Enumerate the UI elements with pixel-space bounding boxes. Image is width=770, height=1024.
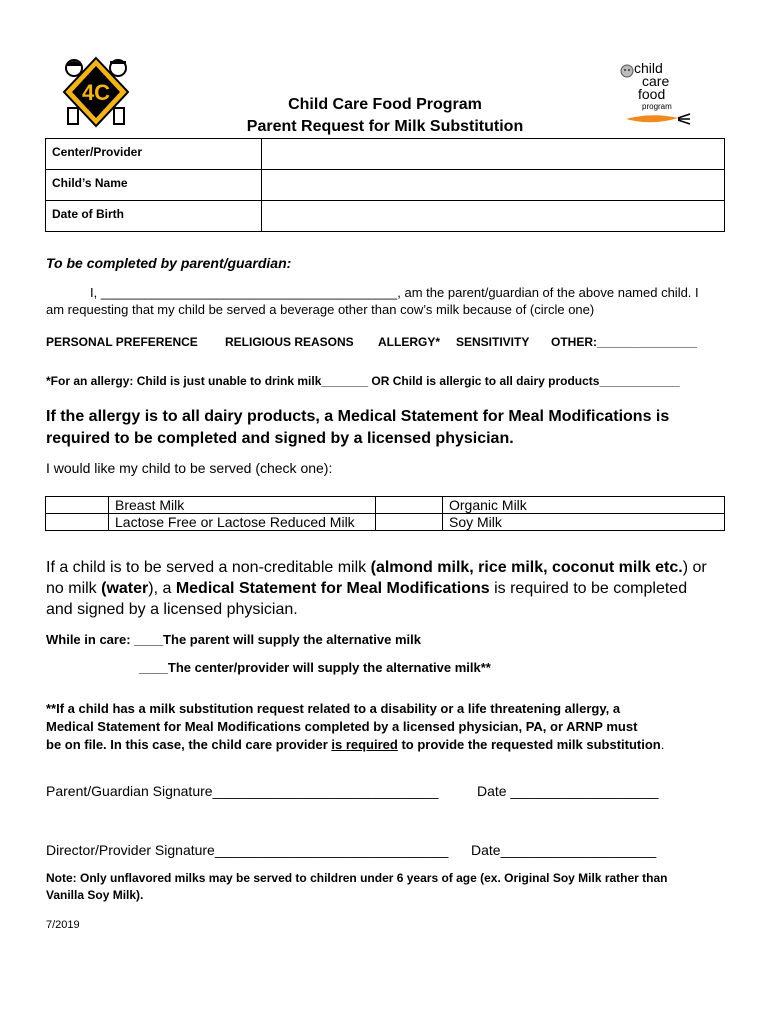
parent-name-blank[interactable]: _________________________________________ xyxy=(100,285,398,300)
director-signature-field[interactable]: Director/Provider Signature______________________________ xyxy=(46,842,449,858)
option-soy-milk: Soy Milk xyxy=(443,514,725,531)
svg-text:4C: 4C xyxy=(81,80,111,105)
page-subtitle: Parent Request for Milk Substitution xyxy=(246,118,524,135)
noncreditable-text: ) or xyxy=(682,559,707,576)
center-provider-label: Center/Provider xyxy=(46,139,262,170)
option-breast-milk: Breast Milk xyxy=(109,497,376,514)
checkbox-lactose-free-milk[interactable] xyxy=(46,514,109,531)
reason-personal-preference[interactable]: PERSONAL PREFERENCE xyxy=(46,335,198,349)
checkbox-soy-milk[interactable] xyxy=(376,514,443,531)
disability-note-text: completed by a licensed physician, PA, or ARNP must xyxy=(301,719,638,734)
noncreditable-line2 xyxy=(46,580,687,598)
reason-sensitivity[interactable]: SENSITIVITY xyxy=(456,335,530,349)
child-name-label: Child’s Name xyxy=(46,170,262,201)
disability-note-line3 xyxy=(46,737,664,752)
logo-word-program: program xyxy=(642,102,672,111)
while-in-care-parent xyxy=(46,632,421,647)
while-in-care-label: While in care: xyxy=(46,632,135,647)
dairy-statement-text: If the allergy is to all dairy products, a xyxy=(46,408,338,425)
dairy-statement-tail: is xyxy=(651,408,670,425)
option-lactose-free-milk: Lactose Free or Lactose Reduced Milk xyxy=(109,514,376,531)
reason-religious[interactable]: RELIGIOUS REASONS xyxy=(225,335,354,349)
parent-statement-prefix: I, xyxy=(90,285,101,300)
parent-date-field[interactable]: Date ___________________ xyxy=(477,783,659,799)
noncreditable-water: (water xyxy=(101,580,149,597)
disability-note-line1: **If a child has a milk substitution request related to a disability or a life threatening allergy, a xyxy=(46,701,621,716)
revision-date: 7/2019 xyxy=(46,919,80,931)
logo-word-care: care xyxy=(642,73,670,89)
center-provider-field[interactable] xyxy=(262,139,725,170)
page-title: Child Care Food Program xyxy=(288,96,482,113)
dairy-statement-line1 xyxy=(46,408,669,426)
medical-statement-ref: Medical Statement for Meal Modifications xyxy=(337,408,652,425)
parent-statement-line1 xyxy=(90,285,699,300)
noncreditable-text: ), a xyxy=(148,580,176,597)
milk-options-table xyxy=(45,496,725,531)
noncreditable-text: is required to be completed xyxy=(489,580,688,597)
disability-note-text: be on file. In this case, the child care provider xyxy=(46,737,332,752)
reason-allergy[interactable]: ALLERGY* xyxy=(378,335,441,349)
table-row xyxy=(46,170,725,201)
parent-statement-suffix: , am the parent/guardian of the above named child. I xyxy=(397,285,699,300)
medical-statement-ref: Medical Statement for Meal Modifications xyxy=(175,580,490,597)
disability-note-text: to provide the requested milk substitution xyxy=(397,737,661,752)
serve-prompt: I would like my child to be served (check one): xyxy=(46,460,333,476)
parent-section-heading: To be completed by parent/guardian: xyxy=(46,255,292,271)
noncreditable-text: If a child is to be served a non-creditable milk xyxy=(46,559,371,576)
table-row xyxy=(46,201,725,232)
parent-statement-line2: am requesting that my child be served a beverage other than cow’s milk because of (circle one) xyxy=(46,302,595,317)
child-info-table xyxy=(45,138,725,232)
noncreditable-examples: (almond milk, rice milk, coconut milk etc. xyxy=(370,559,683,576)
checkbox-breast-milk[interactable] xyxy=(46,497,109,514)
checkbox-organic-milk[interactable] xyxy=(376,497,443,514)
dairy-statement-line2: required to be completed and signed by a licensed physician. xyxy=(46,430,514,447)
director-date-field[interactable]: Date____________________ xyxy=(471,842,657,858)
noncreditable-text: no milk xyxy=(46,580,102,597)
is-required-text: is required xyxy=(331,737,398,752)
ccfp-logo xyxy=(620,62,695,126)
date-of-birth-field[interactable] xyxy=(262,201,725,232)
logo-word-child: child xyxy=(634,60,663,76)
disability-note-period: . xyxy=(660,737,665,752)
footer-note-line1: Note: Only unflavored milks may be served to children under 6 years of age (ex. Original Soy Milk rather than xyxy=(46,871,668,885)
option-parent-supplies[interactable]: ____The parent will supply the alternative milk xyxy=(134,632,421,647)
parent-signature-field[interactable]: Parent/Guardian Signature_____________________________ xyxy=(46,783,439,799)
noncreditable-line1 xyxy=(46,559,707,577)
disability-note-line2 xyxy=(46,719,637,734)
noncreditable-line3: and signed by a licensed physician. xyxy=(46,601,298,618)
medical-statement-ref: Medical Statement for Meal Modifications xyxy=(46,719,301,734)
allergy-note: *For an allergy: Child is just unable to drink milk_______ OR Child is allergic to all dairy products____________ xyxy=(46,374,680,388)
table-row xyxy=(46,497,725,514)
option-organic-milk: Organic Milk xyxy=(443,497,725,514)
face-icon xyxy=(620,64,634,78)
footer-note-line2: Vanilla Soy Milk). xyxy=(46,888,144,902)
logo-word-food: food xyxy=(638,86,666,102)
option-provider-supplies[interactable]: ____The center/provider will supply the alternative milk** xyxy=(139,660,491,675)
table-row xyxy=(46,514,725,531)
table-row xyxy=(46,139,725,170)
reason-other[interactable]: OTHER:_______________ xyxy=(551,335,698,349)
child-name-field[interactable] xyxy=(262,170,725,201)
date-of-birth-label: Date of Birth xyxy=(46,201,262,232)
